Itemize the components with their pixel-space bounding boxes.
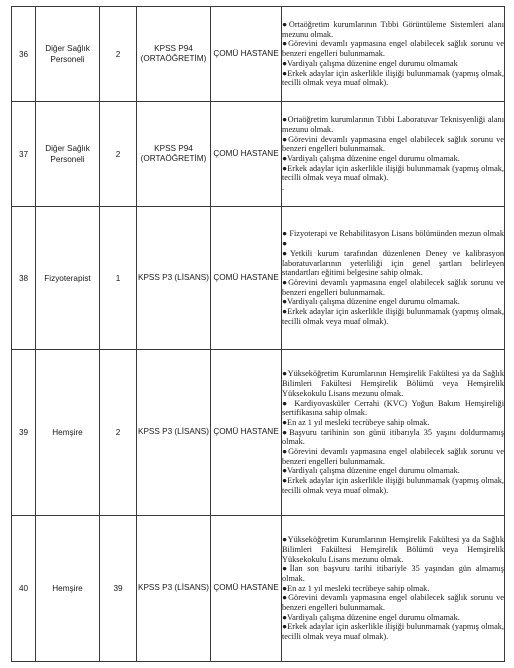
requirement-item: ●Ortaöğretim kurumlarının Tıbbi Görüntüleme Sistemleri alanı mezunu olmak. [282,20,504,39]
position-title: Hemşire [36,350,100,516]
requirements-cell [282,350,505,516]
requirements-cell [282,207,505,350]
position-title: Diğer Sağlık Personeli [36,102,100,207]
requirement-item: ● Kardiyovasküler Cerrahi (KVC) Yoğun Bakım Hemşireliği sertifikasına sahip olmak. [282,398,504,418]
unit-name: ÇOMÜ HASTANE [211,516,282,662]
position-count: 2 [100,7,137,102]
position-title: Hemşire [36,516,100,662]
requirement-item: ●Vardiyalı çalışma düzenine engel durumu olmamak [282,58,458,68]
unit-name: ÇOMÜ HASTANE [211,102,282,207]
requirement-item: ●Vardiyalı çalışma düzenine engel durumu olmamak. [282,154,460,163]
position-title: Diğer Sağlık Personeli [36,7,100,102]
table-row [12,516,505,662]
requirement-item: ●Görevini devamlı yapmasına engel olabilecek sağlık sorunu ve benzeri engelleri bulunmamak. [282,39,504,59]
requirement-item: ●Yükseköğretim Kurumlarının Hemşirelik Fakültesi ya da Sağlık Bilimleri Fakültesi Hemşirelik Bölümü veya Hemşirelik Yüksekokulu Lisans mezunu olmak. [282,369,504,398]
requirements-cell [282,7,505,102]
requirement-item: ●Erkek adaylar için askerlikle ilişiği bulunmamak (yapmış olmak, tecilli olmak veya muaf olmak). [282,476,504,495]
requirements-cell [282,516,505,662]
kpss-score-type: KPSS P3 (LİSANS) [137,350,211,516]
requirement-item: ●Ortaöğretim kurumlarının Tıbbi Laboratuvar Teknisyenliği alanı mezunu olmak. [282,115,504,134]
row-number: 39 [12,350,36,516]
position-count: 2 [100,350,137,516]
requirement-item: ●Vardiyalı çalışma düzenine engel durumu olmamak. [282,466,460,476]
requirement-item: ●İlan son başvuru tarihi itibariyle 35 yaşından gün almamış olmak. [282,564,504,583]
requirements-cell [282,102,505,207]
table-row [12,207,505,350]
position-count: 39 [100,516,137,662]
position-count: 2 [100,102,137,207]
requirement-item: ●Görevini devamlı yapmasına engel olabilecek sağlık sorunu ve benzeri engelleri bulunmamak. [282,447,504,466]
requirement-item: ●Yetkili kurum tarafından düzenlenen Deney ve kalibrasyon laboratuvarlarının yeterliliği için genel şartları belirleyen standartları eğitimi belgesine sahip olmak. [282,248,504,278]
position-title: Fizyoterapist [36,207,100,350]
requirement-item: ●Erkek adaylar için askerlikle ilişiği bulunmamak (yapmış olmak, tecilli olmak veya muaf olmak). [282,622,504,642]
requirement-item: ●En az 1 yıl mesleki tecrübeye sahip olmak. [282,583,430,593]
table-row [12,7,505,102]
position-count: 1 [100,207,137,350]
unit-name: ÇOMÜ HASTANE [211,350,282,516]
requirement-item: ●Görevini devamlı yapmasına engel olabilecek sağlık sorunu ve benzeri engelleri bulunmamak. [282,278,504,297]
unit-name: ÇOMÜ HASTANE [211,207,282,350]
row-number: 40 [12,516,36,662]
positions-table [11,6,505,662]
requirement-item: ●Vardiyalı çalışma düzenine engel durumu olmamak. [282,612,460,622]
kpss-score-type: KPSS P94 (ORTAÖĞRETİM) [137,102,211,207]
requirement-item: ●En az 1 yıl mesleki tecrübeye sahip olmak. [282,417,430,427]
requirement-item: ●Erkek adaylar için askerlikle ilişiği bulunmamak (yapmış olmak, tecilli olmak veya muaf olmak). [282,307,504,326]
table-row [12,350,505,516]
kpss-score-type: KPSS P3 (LİSANS) [137,516,211,662]
row-number: 37 [12,102,36,207]
unit-name: ÇOMÜ HASTANE [211,7,282,102]
requirement-item: ●Görevini devamlı yapmasına engel olabilecek sağlık sorunu ve benzeri engelleri bulunmamak. [282,134,504,154]
requirement-item: ●Görevini devamlı yapmasına engel olabilecek sağlık sorunu ve benzeri engelleri bulunmamak. [282,593,504,613]
requirement-item: ●Başvuru tarihinin son günü itibarıyla 35 yaşını doldurmamış olmak. [282,427,504,447]
row-number: 36 [12,7,36,102]
row-number: 38 [12,207,36,350]
table-row [12,102,505,207]
kpss-score-type: KPSS P3 (LİSANS) [137,207,211,350]
requirement-item: ●Vardiyalı çalışma düzenine engel durumu olmamak. [282,297,460,307]
requirement-item: ●Yükseköğretim Kurumlarının Hemşirelik Fakültesi ya da Sağlık Bilimleri Fakültesi Hemşirelik Bölümü veya Hemşirelik Yüksekokulu Lisans mezunu olmak. [282,535,504,564]
requirement-item: ● Fizyoterapi ve Rehabilitasyon Lisans bölümünden mezun olmak ● [282,229,504,249]
requirement-item: ●Erkek adaylar için askerlikle ilişiği bulunmamak (yapmış olmak, tecilli olmak veya muaf olmak). [282,163,504,183]
requirement-item: . [282,183,285,193]
requirement-item: ●Erkek adaylar için askerlikle ilişiği bulunmamak (yapmış olmak, tecilli olmak veya muaf olmak). [282,68,504,88]
kpss-score-type: KPSS P94 (ORTAÖĞRETİM) [137,7,211,102]
